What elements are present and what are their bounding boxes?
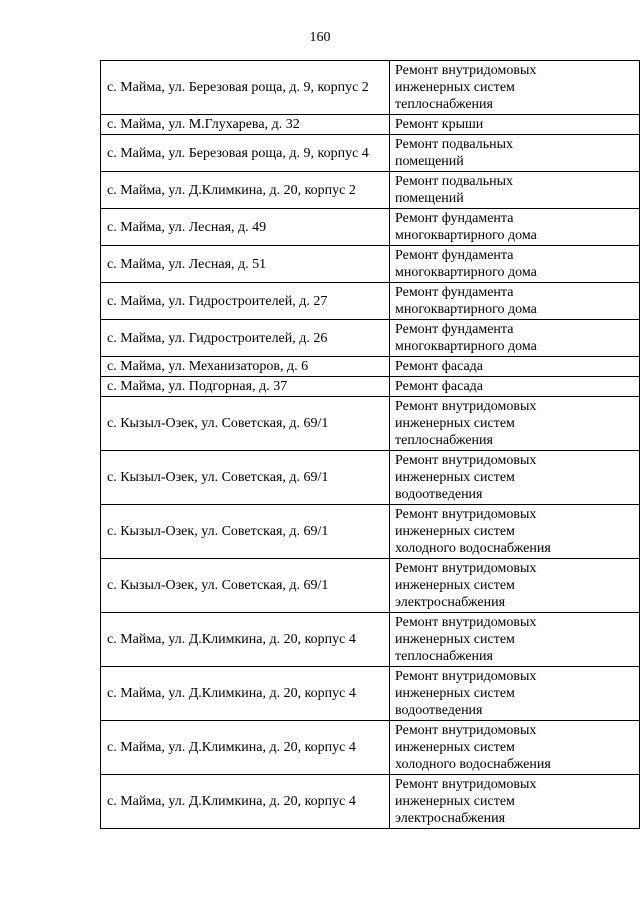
work-type-cell: Ремонт внутридомовых инженерных систем водоотведения <box>390 451 640 505</box>
work-type-cell: Ремонт подвальных помещений <box>390 172 640 209</box>
table-row <box>101 283 640 320</box>
table-row <box>101 667 640 721</box>
work-type-cell: Ремонт фундамента многоквартирного дома <box>390 320 640 357</box>
table-row <box>101 320 640 357</box>
work-type-cell: Ремонт фундамента многоквартирного дома <box>390 283 640 320</box>
table-row <box>101 61 640 115</box>
table-row <box>101 246 640 283</box>
table-row <box>101 451 640 505</box>
table-row <box>101 209 640 246</box>
table-row <box>101 377 640 397</box>
table-row <box>101 505 640 559</box>
address-cell: с. Кызыл-Озек, ул. Советская, д. 69/1 <box>101 505 390 559</box>
address-cell: с. Майма, ул. Березовая роща, д. 9, корпус 4 <box>101 135 390 172</box>
address-cell: с. Майма, ул. Подгорная, д. 37 <box>101 377 390 397</box>
works-table-body <box>101 61 640 829</box>
address-cell: с. Майма, ул. Лесная, д. 51 <box>101 246 390 283</box>
work-type-cell: Ремонт внутридомовых инженерных систем теплоснабжения <box>390 61 640 115</box>
work-type-cell: Ремонт внутридомовых инженерных систем электроснабжения <box>390 775 640 829</box>
works-table <box>100 60 640 829</box>
table-row <box>101 775 640 829</box>
work-type-cell: Ремонт внутридомовых инженерных систем водоотведения <box>390 667 640 721</box>
address-cell: с. Майма, ул. Д.Климкина, д. 20, корпус 4 <box>101 667 390 721</box>
table-row <box>101 115 640 135</box>
work-type-cell: Ремонт фундамента многоквартирного дома <box>390 209 640 246</box>
address-cell: с. Кызыл-Озек, ул. Советская, д. 69/1 <box>101 397 390 451</box>
address-cell: с. Майма, ул. Гидростроителей, д. 26 <box>101 320 390 357</box>
address-cell: с. Майма, ул. Д.Климкина, д. 20, корпус 4 <box>101 775 390 829</box>
table-row <box>101 172 640 209</box>
work-type-cell: Ремонт внутридомовых инженерных систем холодного водоснабжения <box>390 721 640 775</box>
table-row <box>101 397 640 451</box>
table-row <box>101 721 640 775</box>
address-cell: с. Кызыл-Озек, ул. Советская, д. 69/1 <box>101 559 390 613</box>
table-row <box>101 357 640 377</box>
address-cell: с. Майма, ул. Гидростроителей, д. 27 <box>101 283 390 320</box>
work-type-cell: Ремонт подвальных помещений <box>390 135 640 172</box>
work-type-cell: Ремонт внутридомовых инженерных систем электроснабжения <box>390 559 640 613</box>
address-cell: с. Кызыл-Озек, ул. Советская, д. 69/1 <box>101 451 390 505</box>
work-type-cell: Ремонт внутридомовых инженерных систем холодного водоснабжения <box>390 505 640 559</box>
table-row <box>101 135 640 172</box>
work-type-cell: Ремонт фасада <box>390 357 640 377</box>
address-cell: с. Майма, ул. Березовая роща, д. 9, корпус 2 <box>101 61 390 115</box>
work-type-cell: Ремонт фасада <box>390 377 640 397</box>
table-row <box>101 613 640 667</box>
address-cell: с. Майма, ул. Д.Климкина, д. 20, корпус 4 <box>101 613 390 667</box>
address-cell: с. Майма, ул. Д.Климкина, д. 20, корпус 4 <box>101 721 390 775</box>
address-cell: с. Майма, ул. М.Глухарева, д. 32 <box>101 115 390 135</box>
work-type-cell: Ремонт внутридомовых инженерных систем теплоснабжения <box>390 613 640 667</box>
address-cell: с. Майма, ул. Д.Климкина, д. 20, корпус 2 <box>101 172 390 209</box>
work-type-cell: Ремонт фундамента многоквартирного дома <box>390 246 640 283</box>
work-type-cell: Ремонт крыши <box>390 115 640 135</box>
address-cell: с. Майма, ул. Механизаторов, д. 6 <box>101 357 390 377</box>
work-type-cell: Ремонт внутридомовых инженерных систем теплоснабжения <box>390 397 640 451</box>
address-cell: с. Майма, ул. Лесная, д. 49 <box>101 209 390 246</box>
page-number: 160 <box>309 30 331 45</box>
table-row <box>101 559 640 613</box>
